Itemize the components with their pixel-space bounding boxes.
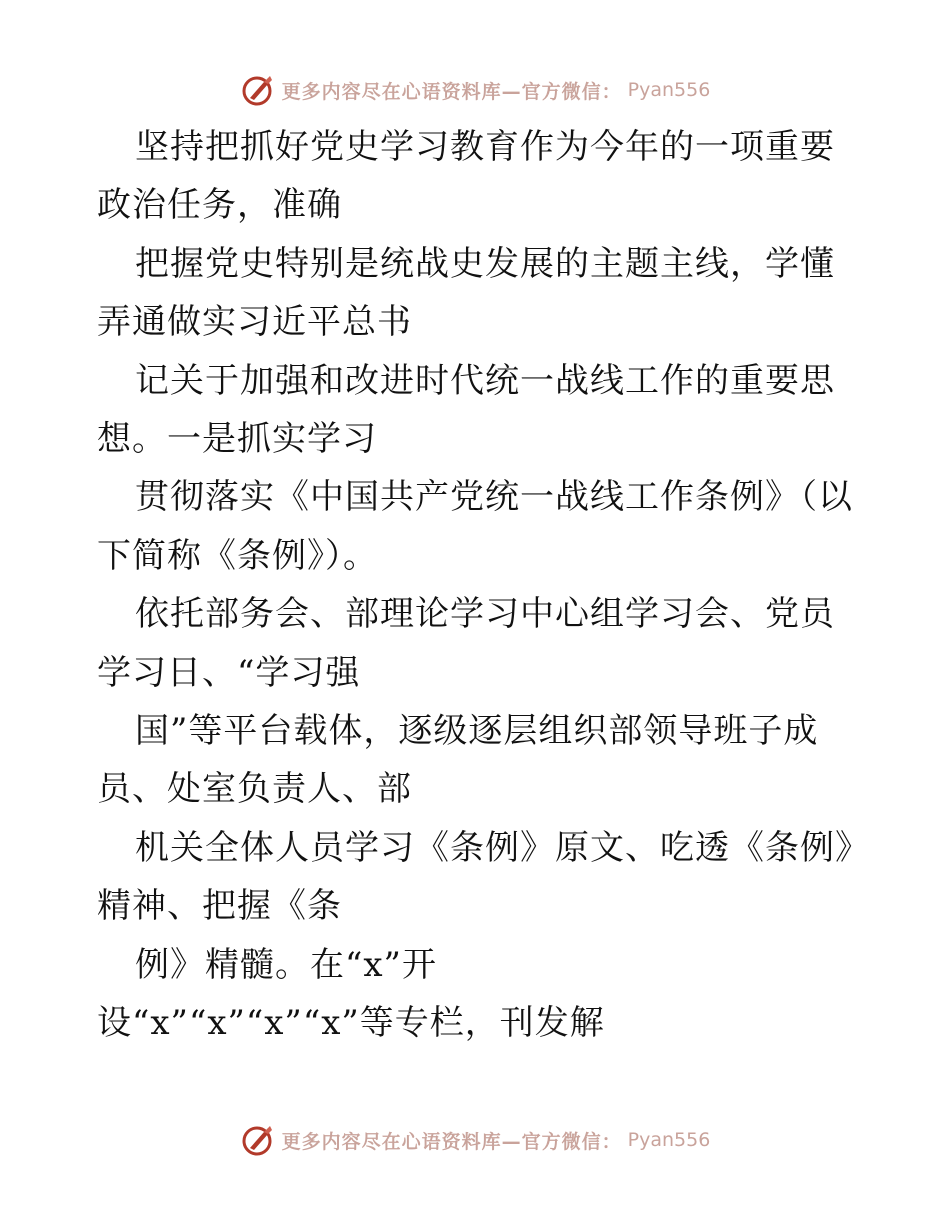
banner-text: 更多内容尽在心语资料库—官方微信： — [281, 80, 622, 103]
paragraph-6: 国”等平台载体，逐级逐层组织部领导班子成员、处室负责人、部 — [97, 711, 819, 810]
paragraph-4: 贯彻落实《中国共产党统一战线工作条例》（以下简称《条例》）。 — [97, 477, 853, 576]
paragraph-2: 把握党史特别是统战史发展的主题主线，学懂弄通做实习近平总书 — [97, 243, 835, 343]
paragraph-last-line: 设“x”“x”“x”“x”等专栏，刊发解 — [97, 1003, 605, 1044]
document-body — [97, 118, 867, 1053]
footer-banner — [0, 1120, 950, 1160]
paragraph-7: 机关全体人员学习《条例》原文、吃透《条例》精神、把握《条 — [97, 827, 853, 927]
pen-logo-icon — [240, 1122, 276, 1158]
paragraph-1: 坚持把抓好党史学习教育作为今年的一项重要政治任务，准确 — [97, 127, 835, 226]
banner-contact: Pyan556 — [627, 1129, 711, 1151]
paragraph-5: 依托部务会、部理论学习中心组学习会、党员学习日、“学习强 — [97, 594, 835, 693]
banner-text: 更多内容尽在心语资料库—官方微信： — [281, 1130, 622, 1153]
pen-logo-icon — [240, 72, 276, 108]
header-banner — [0, 70, 950, 110]
paragraph-8: 例》精髓。在“x”开 — [135, 944, 437, 985]
paragraph-3: 记关于加强和改进时代统一战线工作的重要思想。一是抓实学习 — [97, 360, 835, 460]
banner-contact: Pyan556 — [627, 79, 711, 101]
